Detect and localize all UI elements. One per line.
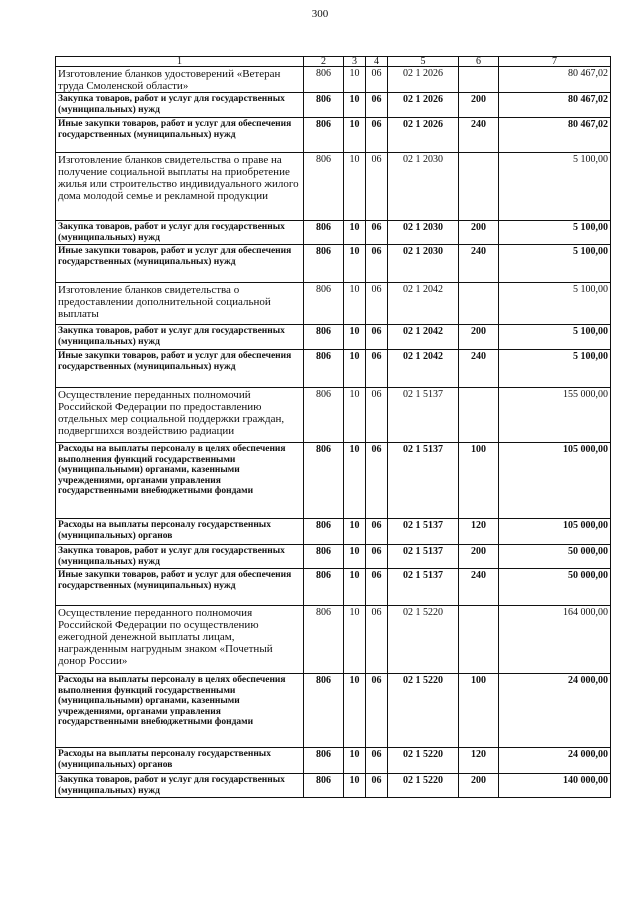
header-cell-3: 3 [344, 57, 366, 67]
row-code-expense-type: 200 [459, 93, 499, 118]
row-code-admin: 806 [304, 674, 344, 748]
row-code-target: 02 1 2030 [388, 221, 459, 245]
row-code-subsection: 06 [366, 153, 388, 221]
table-row [56, 545, 611, 569]
row-amount: 80 467,02 [499, 118, 611, 153]
row-amount: 24 000,00 [499, 748, 611, 774]
row-code-section: 10 [344, 519, 366, 545]
row-code-subsection: 06 [366, 67, 388, 93]
table-row [56, 67, 611, 93]
row-code-admin: 806 [304, 153, 344, 221]
row-code-subsection: 06 [366, 325, 388, 350]
page-number: 300 [311, 8, 329, 20]
row-code-expense-type: 100 [459, 674, 499, 748]
row-amount: 5 100,00 [499, 153, 611, 221]
row-code-admin: 806 [304, 606, 344, 674]
row-code-subsection: 06 [366, 118, 388, 153]
row-name: Иные закупки товаров, работ и услуг для обеспечения государственных (муниципальных) нужд [56, 118, 304, 153]
budget-table [55, 56, 611, 798]
table-row [56, 774, 611, 798]
row-code-section: 10 [344, 350, 366, 388]
table-row [56, 443, 611, 519]
table-row [56, 221, 611, 245]
row-name: Закупка товаров, работ и услуг для государственных (муниципальных) нужд [56, 545, 304, 569]
row-amount: 80 467,02 [499, 67, 611, 93]
header-cell-1: 1 [56, 57, 304, 67]
row-code-target: 02 1 5137 [388, 569, 459, 606]
row-amount: 5 100,00 [499, 350, 611, 388]
header-cell-4: 4 [366, 57, 388, 67]
row-amount: 50 000,00 [499, 569, 611, 606]
row-code-expense-type: 200 [459, 774, 499, 798]
table-row [56, 674, 611, 748]
row-code-admin: 806 [304, 283, 344, 325]
row-amount: 5 100,00 [499, 245, 611, 283]
row-code-target: 02 1 5137 [388, 519, 459, 545]
header-cell-2: 2 [304, 57, 344, 67]
row-code-section: 10 [344, 67, 366, 93]
row-code-subsection: 06 [366, 606, 388, 674]
row-name: Закупка товаров, работ и услуг для государственных (муниципальных) нужд [56, 774, 304, 798]
row-code-admin: 806 [304, 93, 344, 118]
row-name: Осуществление переданных полномочий Российской Федерации по предоставлению отдельных мер социальной поддержки граждан, подвергшихся воздействию радиации [56, 388, 304, 443]
table-row [56, 245, 611, 283]
row-amount: 24 000,00 [499, 674, 611, 748]
row-code-target: 02 1 2042 [388, 325, 459, 350]
row-code-expense-type: 200 [459, 221, 499, 245]
row-code-admin: 806 [304, 388, 344, 443]
row-name: Расходы на выплаты персоналу в целях обеспечения выполнения функций государственными (муниципальными) органами, казенными учреждениями, органами управления государственными внебюджетными фондами [56, 674, 304, 748]
row-code-admin: 806 [304, 221, 344, 245]
row-code-section: 10 [344, 93, 366, 118]
row-code-admin: 806 [304, 67, 344, 93]
row-code-subsection: 06 [366, 674, 388, 748]
row-code-expense-type [459, 153, 499, 221]
table-row [56, 519, 611, 545]
row-code-target: 02 1 5220 [388, 774, 459, 798]
row-code-subsection: 06 [366, 443, 388, 519]
row-name: Изготовление бланков удостоверений «Ветеран труда Смоленской области» [56, 67, 304, 93]
row-code-target: 02 1 5220 [388, 748, 459, 774]
row-code-target: 02 1 5220 [388, 674, 459, 748]
row-code-section: 10 [344, 569, 366, 606]
row-code-expense-type: 120 [459, 748, 499, 774]
row-code-section: 10 [344, 606, 366, 674]
header-row [56, 57, 611, 67]
row-code-target: 02 1 5137 [388, 388, 459, 443]
header-cell-7: 7 [499, 57, 611, 67]
row-code-target: 02 1 5220 [388, 606, 459, 674]
row-code-target: 02 1 2042 [388, 350, 459, 388]
row-code-subsection: 06 [366, 283, 388, 325]
row-code-section: 10 [344, 443, 366, 519]
row-amount: 105 000,00 [499, 519, 611, 545]
row-code-section: 10 [344, 153, 366, 221]
row-code-admin: 806 [304, 325, 344, 350]
row-amount: 5 100,00 [499, 283, 611, 325]
row-code-expense-type [459, 388, 499, 443]
row-code-target: 02 1 2042 [388, 283, 459, 325]
row-amount: 5 100,00 [499, 325, 611, 350]
row-name: Расходы на выплаты персоналу в целях обеспечения выполнения функций государственными (муниципальными) органами, казенными учреждениями, органами управления государственными внебюджетными фондами [56, 443, 304, 519]
row-code-expense-type: 200 [459, 325, 499, 350]
row-code-admin: 806 [304, 519, 344, 545]
row-amount: 164 000,00 [499, 606, 611, 674]
row-code-subsection: 06 [366, 519, 388, 545]
row-code-admin: 806 [304, 118, 344, 153]
row-name: Расходы на выплаты персоналу государственных (муниципальных) органов [56, 519, 304, 545]
table-row [56, 153, 611, 221]
row-name: Осуществление переданного полномочия Российской Федерации по осуществлению ежегодной денежной выплаты лицам, награжденным нагрудным знаком «Почетный донор России» [56, 606, 304, 674]
row-code-expense-type: 240 [459, 245, 499, 283]
row-code-expense-type [459, 283, 499, 325]
row-code-target: 02 1 2026 [388, 67, 459, 93]
row-name: Закупка товаров, работ и услуг для государственных (муниципальных) нужд [56, 221, 304, 245]
row-name: Изготовление бланков свидетельства о предоставлении дополнительной социальной выплаты [56, 283, 304, 325]
row-amount: 140 000,00 [499, 774, 611, 798]
row-code-subsection: 06 [366, 569, 388, 606]
row-code-admin: 806 [304, 245, 344, 283]
row-code-expense-type: 240 [459, 118, 499, 153]
row-code-expense-type: 100 [459, 443, 499, 519]
row-name: Закупка товаров, работ и услуг для государственных (муниципальных) нужд [56, 93, 304, 118]
row-code-subsection: 06 [366, 93, 388, 118]
row-code-subsection: 06 [366, 245, 388, 283]
row-code-subsection: 06 [366, 545, 388, 569]
row-code-target: 02 1 2026 [388, 93, 459, 118]
row-code-section: 10 [344, 774, 366, 798]
row-amount: 50 000,00 [499, 545, 611, 569]
row-code-expense-type: 200 [459, 545, 499, 569]
row-code-section: 10 [344, 388, 366, 443]
row-code-expense-type [459, 606, 499, 674]
row-code-expense-type [459, 67, 499, 93]
row-code-subsection: 06 [366, 774, 388, 798]
row-code-subsection: 06 [366, 748, 388, 774]
table-row [56, 283, 611, 325]
row-code-section: 10 [344, 221, 366, 245]
table-row [56, 93, 611, 118]
row-code-admin: 806 [304, 748, 344, 774]
row-code-target: 02 1 5137 [388, 545, 459, 569]
row-code-admin: 806 [304, 569, 344, 606]
row-code-admin: 806 [304, 443, 344, 519]
row-name: Иные закупки товаров, работ и услуг для обеспечения государственных (муниципальных) нужд [56, 350, 304, 388]
row-code-target: 02 1 2030 [388, 153, 459, 221]
table-row [56, 748, 611, 774]
row-code-subsection: 06 [366, 350, 388, 388]
row-amount: 5 100,00 [499, 221, 611, 245]
row-code-admin: 806 [304, 774, 344, 798]
header-cell-6: 6 [459, 57, 499, 67]
row-code-subsection: 06 [366, 221, 388, 245]
table-row [56, 350, 611, 388]
row-amount: 105 000,00 [499, 443, 611, 519]
table-row [56, 388, 611, 443]
row-name: Иные закупки товаров, работ и услуг для обеспечения государственных (муниципальных) нужд [56, 245, 304, 283]
row-name: Закупка товаров, работ и услуг для государственных (муниципальных) нужд [56, 325, 304, 350]
row-code-section: 10 [344, 674, 366, 748]
table-row [56, 325, 611, 350]
row-amount: 80 467,02 [499, 93, 611, 118]
row-name: Расходы на выплаты персоналу государственных (муниципальных) органов [56, 748, 304, 774]
row-code-expense-type: 240 [459, 350, 499, 388]
table-row [56, 606, 611, 674]
row-code-section: 10 [344, 118, 366, 153]
table-body [56, 67, 611, 798]
row-code-section: 10 [344, 325, 366, 350]
table-row [56, 118, 611, 153]
row-code-section: 10 [344, 245, 366, 283]
table-row [56, 569, 611, 606]
row-code-admin: 806 [304, 350, 344, 388]
row-amount: 155 000,00 [499, 388, 611, 443]
row-code-target: 02 1 2026 [388, 118, 459, 153]
row-code-section: 10 [344, 283, 366, 325]
row-code-expense-type: 120 [459, 519, 499, 545]
header-cell-5: 5 [388, 57, 459, 67]
row-code-admin: 806 [304, 545, 344, 569]
row-code-expense-type: 240 [459, 569, 499, 606]
row-code-section: 10 [344, 748, 366, 774]
row-name: Иные закупки товаров, работ и услуг для обеспечения государственных (муниципальных) нужд [56, 569, 304, 606]
row-code-section: 10 [344, 545, 366, 569]
row-code-target: 02 1 5137 [388, 443, 459, 519]
row-code-subsection: 06 [366, 388, 388, 443]
row-name: Изготовление бланков свидетельства о праве на получение социальной выплаты на приобретение жилья или строительство индивидуального жилого дома молодой семье и рекламной продукции [56, 153, 304, 221]
row-code-target: 02 1 2030 [388, 245, 459, 283]
